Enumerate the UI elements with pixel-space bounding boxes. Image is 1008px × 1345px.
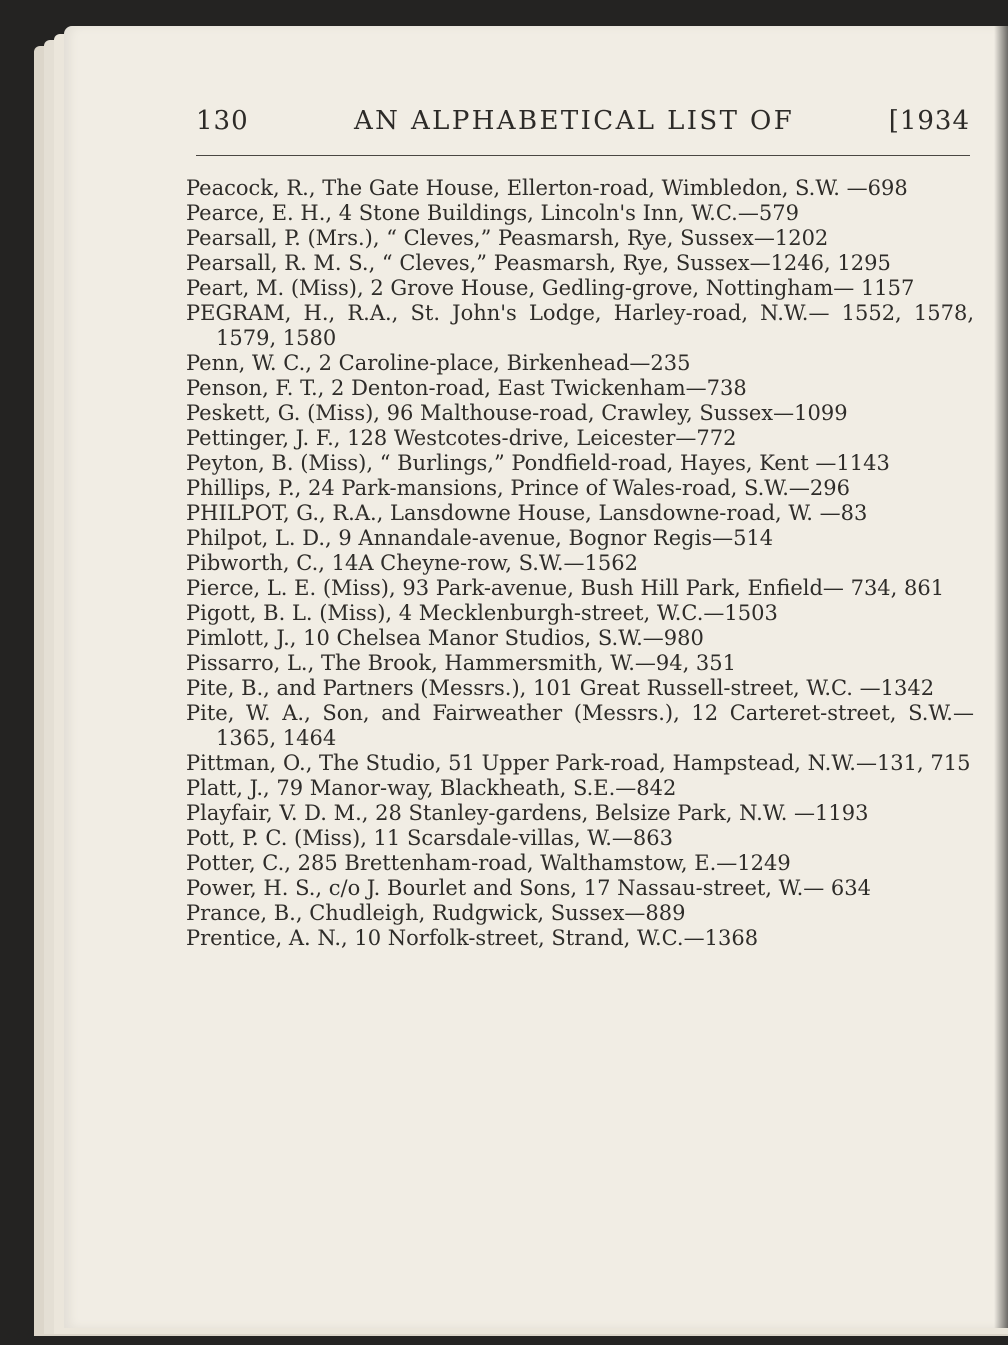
list-item: Peacock, R., The Gate House, Ellerton-road, Wimbledon, S.W. —698 — [186, 176, 908, 200]
list-item: Pimlott, J., 10 Chelsea Manor Studios, S.W.—980 — [186, 626, 704, 650]
list-item: Pissarro, L., The Brook, Hammersmith, W.—94, 351 — [186, 651, 737, 675]
list-item: Pearsall, P. (Mrs.), “ Cleves,” Peasmarsh, Rye, Sussex—1202 — [186, 226, 829, 250]
header-rule — [196, 155, 970, 156]
list-item: Prentice, A. N., 10 Norfolk-street, Strand, W.C.—1368 — [186, 926, 759, 950]
list-item: Penson, F. T., 2 Denton-road, East Twickenham—738 — [186, 376, 747, 400]
running-header — [196, 106, 974, 142]
list-item: Penn, W. C., 2 Caroline-place, Birkenhead—235 — [186, 351, 691, 375]
list-item: Peskett, G. (Miss), 96 Malthouse-road, Crawley, Sussex—1099 — [186, 401, 848, 425]
directory-entries — [186, 176, 974, 951]
list-item: Prance, B., Chudleigh, Rudgwick, Sussex—889 — [186, 901, 686, 925]
list-item: Playfair, V. D. M., 28 Stanley-gardens, Belsize Park, N.W. —1193 — [186, 801, 869, 825]
running-title: AN ALPHABETICAL LIST OF — [354, 106, 795, 136]
list-item: Pittman, O., The Studio, 51 Upper Park-road, Hampstead, N.W.—131, 715 — [186, 751, 971, 775]
list-item: Pearce, E. H., 4 Stone Buildings, Lincoln's Inn, W.C.—579 — [186, 201, 799, 225]
list-item: Philpot, L. D., 9 Annandale-avenue, Bognor Regis—514 — [186, 526, 774, 550]
list-item: PEGRAM, H., R.A., St. John's Lodge, Harley-road, N.W.— 1552, 1578, 1579, 1580 — [186, 301, 974, 350]
list-item: Phillips, P., 24 Park-mansions, Prince of Wales-road, S.W.—296 — [186, 476, 850, 500]
list-item: Potter, C., 285 Brettenham-road, Walthamstow, E.—1249 — [186, 851, 791, 875]
list-item: Pearsall, R. M. S., “ Cleves,” Peasmarsh, Rye, Sussex—1246, 1295 — [186, 251, 891, 275]
list-item: Pierce, L. E. (Miss), 93 Park-avenue, Bush Hill Park, Enfield— 734, 861 — [186, 576, 945, 600]
list-item: Pite, W. A., Son, and Fairweather (Messrs.), 12 Carteret-street, S.W.—1365, 1464 — [186, 701, 974, 750]
list-item: Pibworth, C., 14A Cheyne-row, S.W.—1562 — [186, 551, 638, 575]
list-item: Peart, M. (Miss), 2 Grove House, Gedling-grove, Nottingham— 1157 — [186, 276, 915, 300]
list-item: Pite, B., and Partners (Messrs.), 101 Great Russell-street, W.C. —1342 — [186, 676, 935, 700]
list-item: Pigott, B. L. (Miss), 4 Mecklenburgh-street, W.C.—1503 — [186, 601, 778, 625]
year-bracket: [1934 — [888, 106, 970, 136]
list-item: Platt, J., 79 Manor-way, Blackheath, S.E.—842 — [186, 776, 677, 800]
list-item: Pettinger, J. F., 128 Westcotes-drive, Leicester—772 — [186, 426, 737, 450]
page-gutter-shadow — [994, 26, 1008, 1328]
list-item: Pott, P. C. (Miss), 11 Scarsdale-villas, W.—863 — [186, 826, 673, 850]
list-item: Peyton, B. (Miss), “ Burlings,” Pondfield-road, Hayes, Kent —1143 — [186, 451, 890, 475]
list-item: PHILPOT, G., R.A., Lansdowne House, Lansdowne-road, W. —83 — [186, 501, 868, 525]
list-item: Power, H. S., c/o J. Bourlet and Sons, 17 Nassau-street, W.— 634 — [186, 876, 872, 900]
page-number: 130 — [196, 106, 249, 136]
